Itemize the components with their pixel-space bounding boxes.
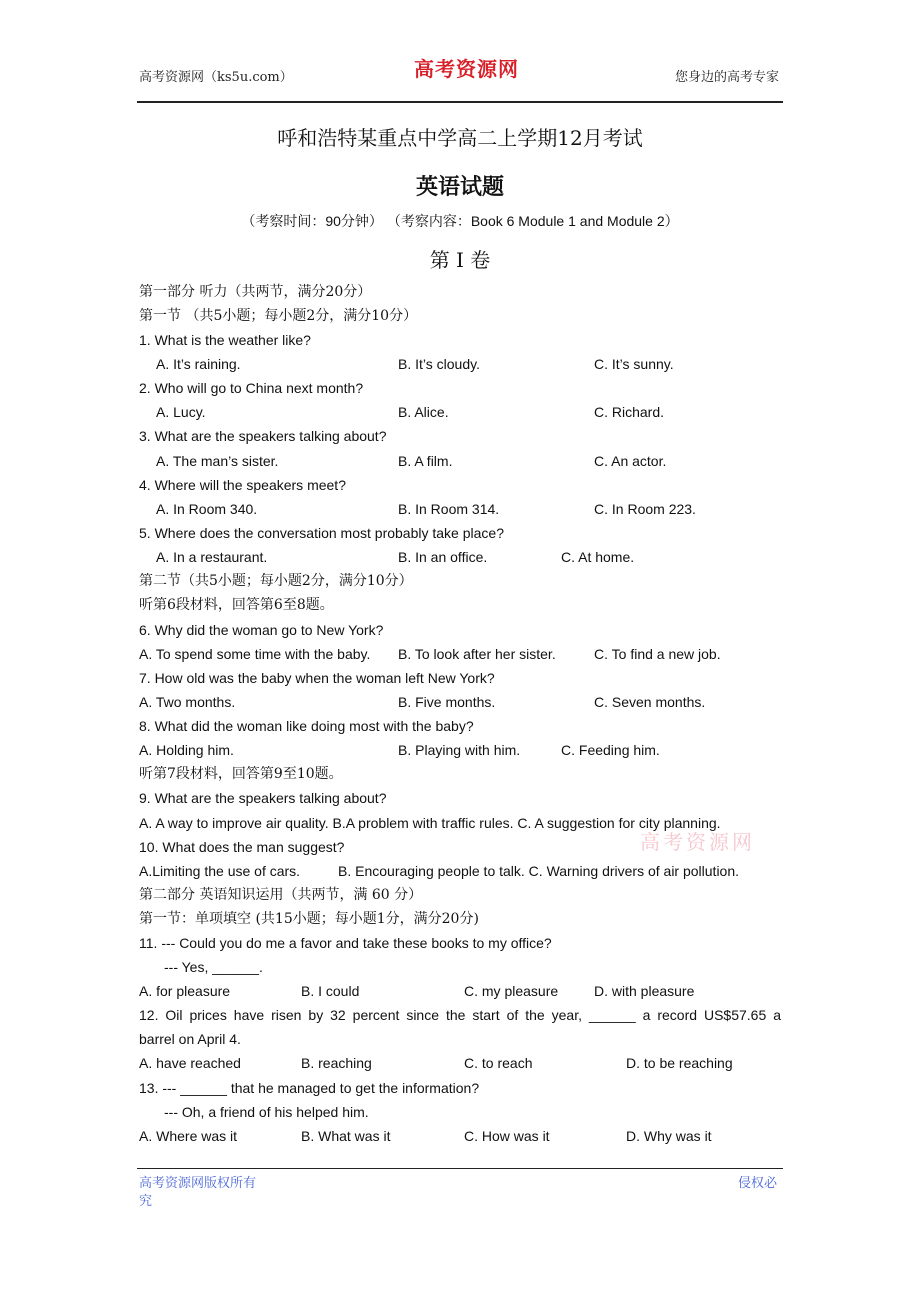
line-text: C. It’s sunny. [594,356,674,372]
line-text: A. A way to improve air quality. B.A problem with traffic rules. C. A suggestion for city planning. [139,815,721,831]
watermark: 高考资源网 [640,830,755,854]
line-text: D. Why was it [626,1128,712,1144]
line-text: C. At home. [561,549,635,565]
line-text: --- Oh, a friend of his helped him. [164,1104,369,1120]
options [0,738,920,762]
line-text: 12. Oil prices have risen by 32 percent since the start of the year, ______ a record US$57.65 a [139,1007,781,1023]
line-text: B. What was it [301,1128,391,1144]
line-text: C. to reach [464,1055,533,1071]
line-text: C. To find a new job. [594,646,721,662]
line-text: 13. --- ______ that he managed to get the information? [139,1080,480,1096]
section-heading [0,883,920,907]
line-text: 第一节 （共5小题；每小题2分，满分10分） [139,308,418,324]
line-text: D. with pleasure [594,983,695,999]
question [0,835,920,859]
question [0,376,920,400]
line-text: A. The man’s sister. [156,453,279,469]
line-text: B. In Room 314. [398,501,500,517]
exam-info: （考察时间：90分钟） （考察内容：Book 6 Module 1 and Module 2） [241,213,679,229]
line-text: 9. What are the speakers talking about? [139,790,387,806]
line-text: C. An actor. [594,453,667,469]
options [0,979,920,1003]
question [0,521,920,545]
footer-copyright: 高考资源网版权所有 [139,1176,257,1191]
line-text: 5. Where does the conversation most probably take place? [139,525,504,541]
line-text: B. Playing with him. [398,742,521,758]
line-text: A. Lucy. [156,404,206,420]
options [0,497,920,521]
footer-divider [137,1168,783,1169]
section-heading [0,304,920,328]
line-text: 2. Who will go to China next month? [139,380,364,396]
line-text: C. How was it [464,1128,550,1144]
options [0,690,920,714]
line-text: C. Feeding him. [561,742,660,758]
section-heading [0,907,920,931]
question-dialogue [0,955,920,979]
line-text: D. to be reaching [626,1055,733,1071]
line-text: B. To look after her sister. [398,646,556,662]
line-text: 3. What are the speakers talking about? [139,428,387,444]
line-text: 10. What does the man suggest? [139,839,345,855]
line-text: B. Encouraging people to talk. C. Warning drivers of air pollution. [338,863,740,879]
instruction [0,762,920,786]
site-logo: 高考资源网 [414,57,519,81]
question [0,618,920,642]
line-text: 听第6段材料，回答第6至8题。 [139,597,334,613]
options [0,1051,920,1075]
options [0,859,920,883]
line-text: 4. Where will the speakers meet? [139,477,346,493]
line-text: B. Five months. [398,694,496,710]
line-text: A. Two months. [139,694,236,710]
line-text: C. Richard. [594,404,665,420]
instruction [0,593,920,617]
line-text: A. for pleasure [139,983,231,999]
options [0,1124,920,1148]
question [0,786,920,810]
options [0,642,920,666]
line-text: 6. Why did the woman go to New York? [139,622,384,638]
line-text: C. my pleasure [464,983,559,999]
line-text: 第二节（共5小题；每小题2分，满分10分） [139,573,413,589]
header-site-name: 高考资源网（ks5u.com） [139,70,293,85]
footer-copyright-cont: 究 [139,1194,153,1209]
line-text: --- Yes, ______. [164,959,263,975]
line-text: A. have reached [139,1055,241,1071]
question [0,473,920,497]
line-text: barrel on April 4. [139,1031,241,1047]
question [0,666,920,690]
line-text: 7. How old was the baby when the woman left New York? [139,670,495,686]
line-text: B. In an office. [398,549,488,565]
line-text: A. To spend some time with the baby. [139,646,371,662]
options [0,811,920,835]
line-text: 听第7段材料，回答第9至10题。 [139,766,343,782]
line-text: B. Alice. [398,404,449,420]
header-divider [137,101,783,103]
line-text: 第一部分 听力（共两节，满分20分） [139,284,372,300]
question [0,328,920,352]
line-text: 第二部分 英语知识运用（共两节，满 60 分） [139,887,423,903]
options [0,352,920,376]
line-text: A. It’s raining. [156,356,241,372]
line-text: A. In Room 340. [156,501,258,517]
options [0,545,920,569]
question [0,424,920,448]
question [0,1076,920,1100]
line-text: A. Holding him. [139,742,234,758]
line-text: B. I could [301,983,360,999]
question [0,931,920,955]
line-text: 第一节：单项填空 (共15小题；每小题1分，满分20分) [139,911,479,927]
line-text: B. reaching [301,1055,372,1071]
footer-rights: 侵权必 [738,1176,778,1191]
line-text: A.Limiting the use of cars. [139,863,301,879]
line-text: A. In a restaurant. [156,549,268,565]
line-text: C. Seven months. [594,694,706,710]
question [0,1003,920,1027]
volume-heading: 第 I 卷 [429,248,491,272]
question-dialogue [0,1100,920,1124]
exam-subtitle: 英语试题 [415,174,504,200]
line-text: B. A film. [398,453,453,469]
exam-title: 呼和浩特某重点中学高二上学期12月考试 [277,126,643,150]
options [0,449,920,473]
section-heading [0,569,920,593]
line-text: A. Where was it [139,1128,238,1144]
options [0,400,920,424]
line-text: B. It’s cloudy. [398,356,480,372]
line-text: 8. What did the woman like doing most with the baby? [139,718,474,734]
line-text: 11. --- Could you do me a favor and take these books to my office? [139,935,552,951]
line-text: 1. What is the weather like? [139,332,311,348]
question-continued [0,1027,920,1051]
header-slogan: 您身边的高考专家 [675,70,780,85]
question [0,714,920,738]
section-heading [0,280,920,304]
line-text: C. In Room 223. [594,501,696,517]
